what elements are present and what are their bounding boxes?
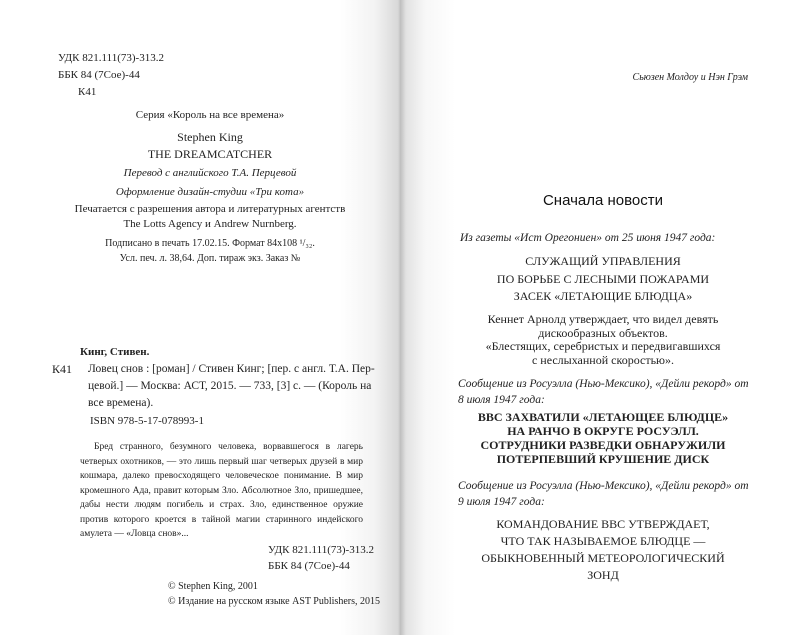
headline-line: НА РАНЧО В ОКРУГЕ РОСУЭЛЛ. <box>507 424 699 438</box>
source-line: Сообщение из Росуэлла (Нью-Мексико), «Дейли рекорд» от <box>458 378 749 390</box>
headline-line: КОМАНДОВАНИЕ ВВС УТВЕРЖДАЕТ, <box>496 517 710 531</box>
headline-line: СОТРУДНИКИ РАЗВЕДКИ ОБНАРУЖИЛИ <box>480 438 726 452</box>
title-en: THE DREAMCATCHER <box>147 147 273 161</box>
udk-code: УДК 821.111(73)-313.2 <box>58 52 164 64</box>
copyright: © Издание на русском языке AST Publishers, 2015 <box>168 596 380 607</box>
permission-line: Печатается с разрешения автора и литературных агентств <box>74 203 346 215</box>
author-en: Stephen King <box>177 130 243 144</box>
news-body <box>400 313 806 367</box>
print-info: Подписано в печать 17.02.15. Формат 84x108 ¹/₃₂. <box>105 238 315 249</box>
source-line: 9 июля 1947 года: <box>458 496 545 508</box>
right-page <box>400 0 812 635</box>
chapter-title: Сначала новости <box>542 192 664 209</box>
isbn: ISBN 978-5-17-078993-1 <box>90 415 204 427</box>
source-note <box>458 478 749 510</box>
source-note: Из газеты «Ист Орегониен» от 25 июня 1947 года: <box>460 232 716 244</box>
series: Серия «Король на все времена» <box>135 109 285 121</box>
bbk-code-bottom: ББК 84 (7Сое)-44 <box>268 560 350 572</box>
catalog-code: К41 <box>52 362 73 376</box>
body-line: «Блестящих, серебристых и передвигавшихся <box>485 339 721 353</box>
annotation: Бред странного, безумного человека, ворвавшегося в лагерь четверых охотников, — это лишь первый шаг четверых друзей в мир кошмара, далеко превосходящего человеческое понимание. В мир кромешного Ада, правит которым Зло. Абсолютное Зло, пришедшее, дабы нести людям погибель и страх. Зло, единственное оружие против которого кроется в тайной магии старинного индейского амулета — «Ловца снов»... <box>80 442 363 539</box>
author-mark: К41 <box>78 86 97 98</box>
body-line: Кеннет Арнолд утверждает, что видел девять <box>487 312 719 326</box>
design-credit: Оформление дизайн-студии «Три кота» <box>115 186 305 198</box>
bbk-code: ББК 84 (7Сое)-44 <box>58 69 140 81</box>
headline <box>400 516 806 584</box>
catalog-entry <box>88 361 375 412</box>
headline <box>400 410 806 466</box>
left-page <box>0 0 400 635</box>
headline-line: ВВС ЗАХВАТИЛИ «ЛЕТАЮЩЕЕ БЛЮДЦЕ» <box>477 410 729 424</box>
headline-line: ПО БОРЬБЕ С ЛЕСНЫМИ ПОЖАРАМИ <box>496 271 710 286</box>
print-info: Усл. печ. л. 38,64. Доп. тираж экз. Заказ № <box>119 253 301 264</box>
headline-line: ЗАСЕК «ЛЕТАЮЩИЕ БЛЮДЦА» <box>513 289 693 303</box>
dedication: Сьюзен Молдоу и Нэн Грэм <box>632 72 748 83</box>
source-line: 8 июля 1947 года: <box>458 394 545 406</box>
headline-line: ЗОНД <box>587 568 619 582</box>
body-line: с неслыханной скоростью». <box>531 352 675 367</box>
catalog-line: Ловец снов : [роман] / Стивен Кинг; [пер. с англ. Т.А. Пер- <box>88 363 375 375</box>
headline-line: ПОТЕРПЕВШИЙ КРУШЕНИЕ ДИСК <box>496 452 710 466</box>
udk-code-bottom: УДК 821.111(73)-313.2 <box>268 544 374 556</box>
copyright: © Stephen King, 2001 <box>168 581 258 592</box>
body-line: дискообразных объектов. <box>538 325 668 340</box>
permission-line: The Lotts Agency и Andrew Nurnberg. <box>123 218 297 230</box>
source-line: Сообщение из Росуэлла (Нью-Мексико), «Дейли рекорд» от <box>458 480 749 492</box>
source-note <box>458 376 749 408</box>
headline <box>400 253 806 306</box>
translation-credit: Перевод с английского Т.А. Перцевой <box>123 167 297 179</box>
headline-line: ОБЫКНОВЕННЫЙ МЕТЕОРОЛОГИЧЕСКИЙ <box>481 551 725 565</box>
catalog-line: цевой.] — Москва: АСТ, 2015. — 733, [3] с. — (Король на <box>88 380 372 392</box>
headline-line: СЛУЖАЩИЙ УПРАВЛЕНИЯ <box>525 254 681 268</box>
catalog-author: Кинг, Стивен. <box>80 346 150 358</box>
catalog-line: все времена). <box>88 397 154 409</box>
headline-line: ЧТО ТАК НАЗЫВАЕМОЕ БЛЮДЦЕ — <box>500 534 706 548</box>
